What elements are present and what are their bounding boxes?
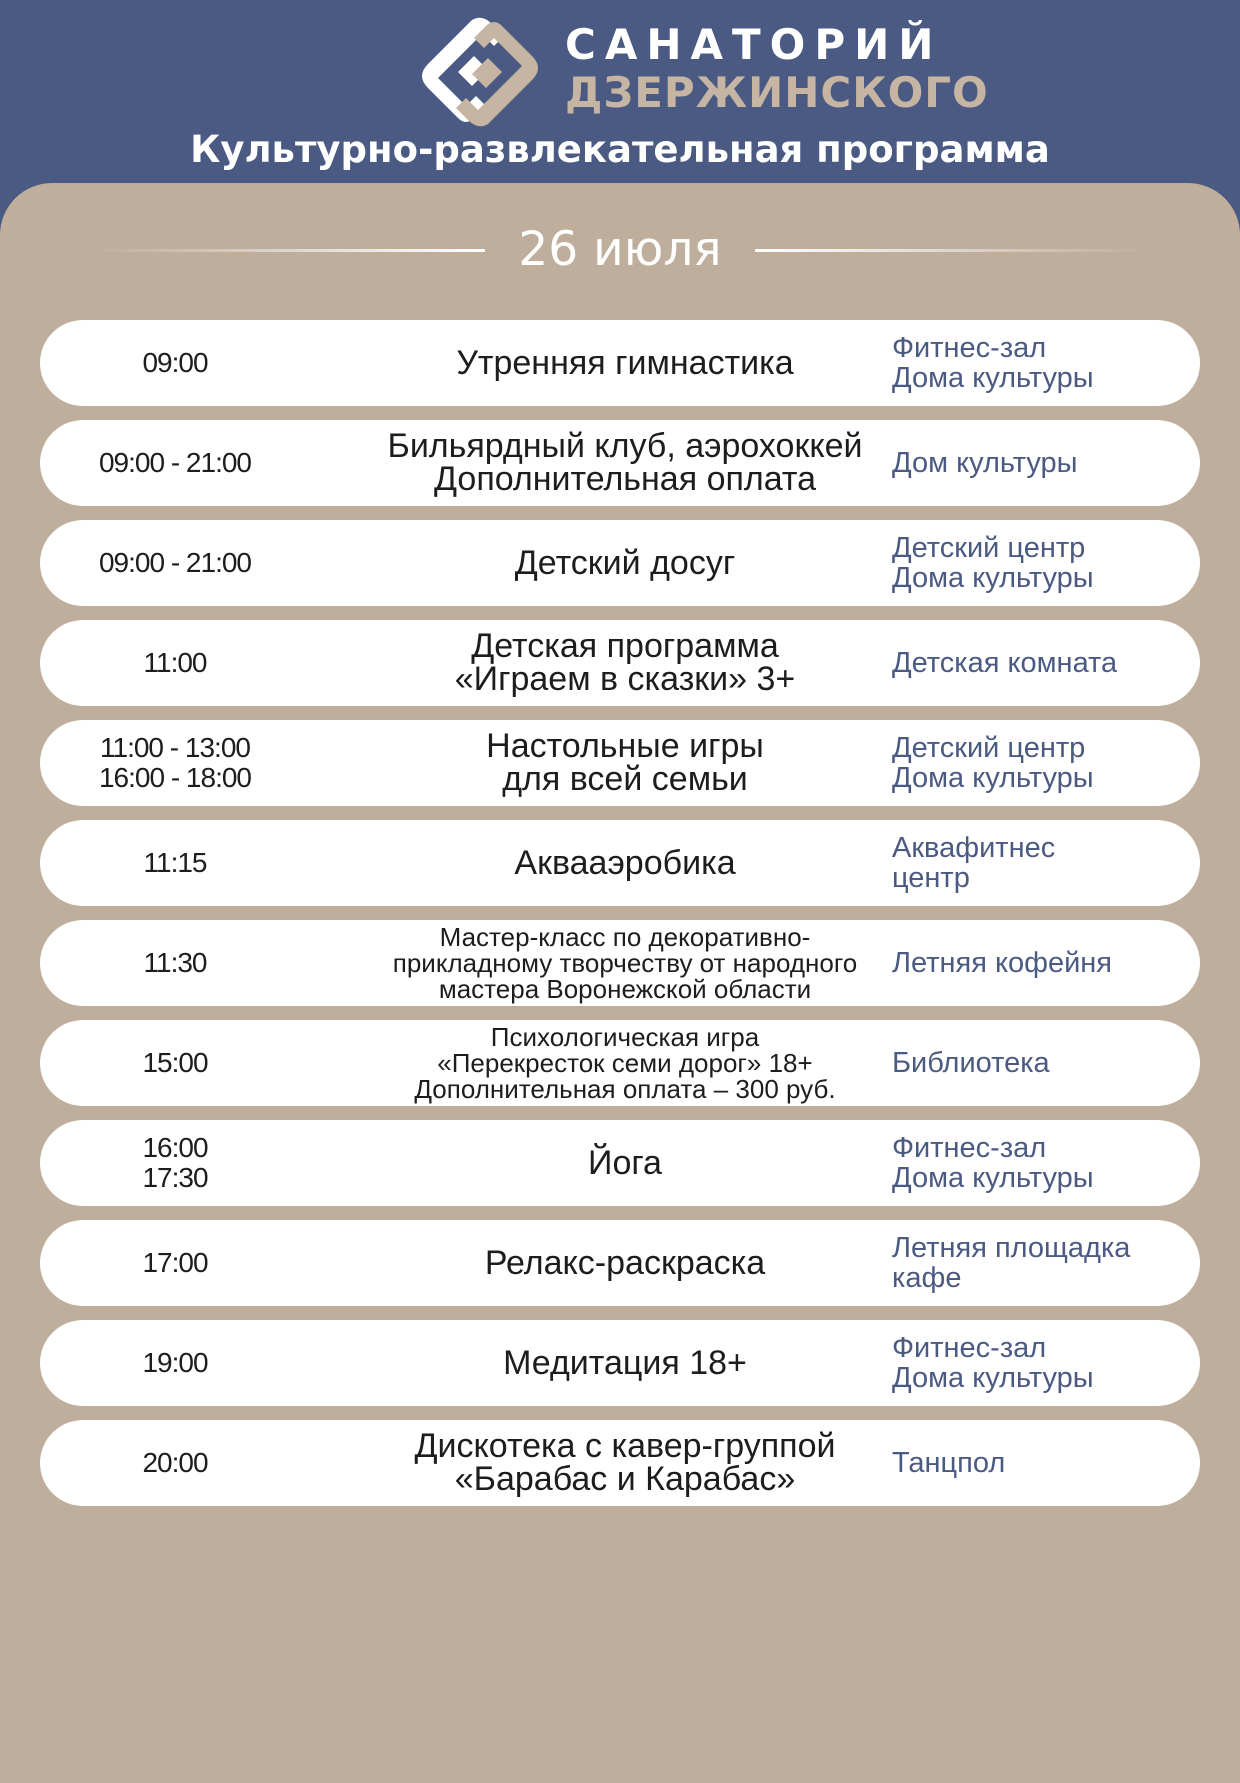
schedule-row bbox=[40, 820, 1200, 906]
event-place: Танцпол bbox=[892, 1447, 1006, 1479]
brand-name-top: САНАТОРИЙ bbox=[565, 20, 943, 69]
schedule-row bbox=[40, 920, 1200, 1006]
event-title: Аквааэробика bbox=[514, 843, 736, 882]
event-place: Летняя площадка кафе bbox=[892, 1232, 1131, 1294]
event-time: 20:00 bbox=[142, 1447, 208, 1478]
event-time: 09:00 - 21:00 bbox=[98, 447, 252, 478]
event-place: Детский центр Дома культуры bbox=[892, 532, 1094, 594]
schedule-row bbox=[40, 320, 1200, 406]
event-title: Дискотека с кавер-группой «Барабас и Карабас» bbox=[414, 1427, 836, 1498]
event-time: 16:00 17:30 bbox=[142, 1132, 208, 1193]
divider-line-right bbox=[755, 249, 1145, 252]
sanatorium-logo-icon bbox=[410, 14, 550, 130]
event-place: Фитнес-зал Дома культуры bbox=[892, 332, 1094, 394]
event-title: Мастер-класс по декоративно- прикладному творчеству от народного мастера Воронежской области bbox=[392, 922, 858, 1004]
schedule-row bbox=[40, 520, 1200, 606]
event-time: 11:00 bbox=[143, 647, 207, 678]
header bbox=[0, 0, 1240, 200]
event-time: 19:00 bbox=[142, 1347, 208, 1378]
event-title: Детский досуг bbox=[514, 543, 736, 582]
schedule-list bbox=[40, 320, 1200, 1520]
event-place: Аквафитнес центр bbox=[892, 832, 1056, 894]
date-label: 26 июля bbox=[518, 222, 722, 277]
event-place: Библиотека bbox=[892, 1047, 1050, 1079]
schedule-row bbox=[40, 1320, 1200, 1406]
event-time: 15:00 bbox=[142, 1047, 208, 1078]
event-title: Детская программа «Играем в сказки» 3+ bbox=[454, 627, 796, 698]
date-heading bbox=[0, 214, 1240, 284]
event-title: Медитация 18+ bbox=[503, 1343, 747, 1382]
event-time: 11:15 bbox=[143, 847, 207, 878]
event-place: Дом культуры bbox=[892, 447, 1078, 479]
event-place: Фитнес-зал Дома культуры bbox=[892, 1132, 1094, 1194]
schedule-row bbox=[40, 1420, 1200, 1506]
event-title: Релакс-раскраска bbox=[484, 1243, 766, 1282]
event-title: Психологическая игра «Перекресток семи дорог» 18+ Дополнительная оплата – 300 руб. bbox=[414, 1022, 836, 1104]
event-title: Йога bbox=[588, 1143, 662, 1182]
schedule-row bbox=[40, 420, 1200, 506]
schedule-row bbox=[40, 1220, 1200, 1306]
page-title: Культурно-развлекательная программа bbox=[190, 128, 1050, 171]
event-time: 09:00 bbox=[142, 347, 208, 378]
event-time: 11:00 - 13:00 16:00 - 18:00 bbox=[98, 732, 252, 793]
schedule-row bbox=[40, 1020, 1200, 1106]
brand-name-bottom: ДЗЕРЖИНСКОГО bbox=[565, 68, 989, 117]
event-title: Утренняя гимнастика bbox=[456, 343, 794, 382]
schedule-row bbox=[40, 620, 1200, 706]
event-time: 11:30 bbox=[143, 947, 207, 978]
event-place: Фитнес-зал Дома культуры bbox=[892, 1332, 1094, 1394]
event-time: 09:00 - 21:00 bbox=[98, 547, 252, 578]
schedule-row bbox=[40, 1120, 1200, 1206]
event-place: Детский центр Дома культуры bbox=[892, 732, 1094, 794]
event-place: Детская комната bbox=[892, 647, 1118, 679]
event-time: 17:00 bbox=[142, 1247, 208, 1278]
event-place: Летняя кофейня bbox=[892, 947, 1113, 979]
event-title: Бильярдный клуб, аэрохоккей Дополнительная оплата bbox=[387, 427, 863, 498]
event-title: Настольные игры для всей семьи bbox=[486, 727, 764, 798]
schedule-row bbox=[40, 720, 1200, 806]
